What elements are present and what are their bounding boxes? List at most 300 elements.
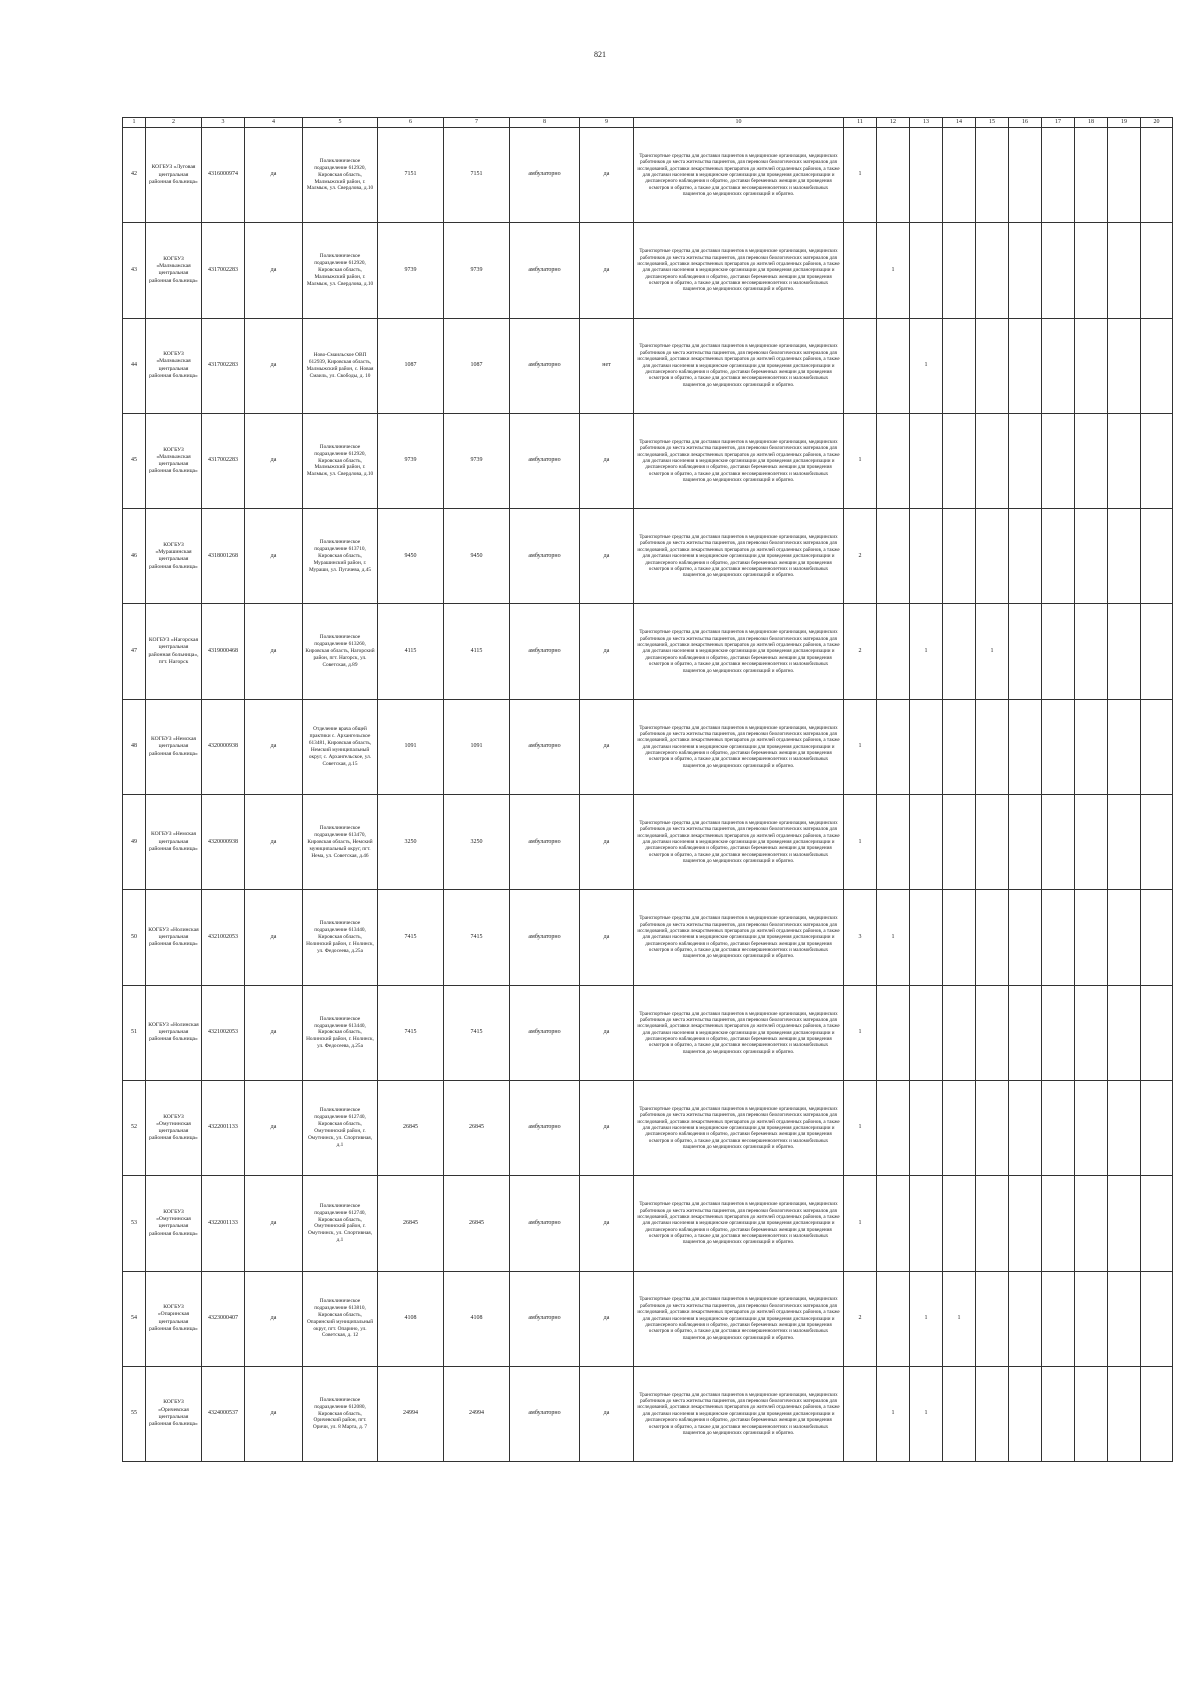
column-number: 8 (510, 118, 580, 128)
count-cell-19 (1108, 604, 1141, 699)
address-cell: Поликлиническое подразделение 613470, Кировская область, Немский муниципальный округ, пгт. Нема, ул. Советская, д.46 (303, 795, 378, 890)
count-cell-17 (1042, 223, 1075, 318)
count-cell-15 (976, 1271, 1009, 1366)
table-row (123, 699, 1173, 794)
count-cell-12 (877, 413, 910, 508)
count-cell-15 (976, 413, 1009, 508)
value-cell-9: да (580, 1080, 634, 1175)
transport-description: Транспортные средства для доставки пациентов в медицинские организации, медицинских работников до места жительства пациентов, для перевозки биологических материалов для исследований, доставки лекарственных препаратов до жителей отдаленных районов, а также для доставки населения в медицинские организации для проведения диспансеризации и диспансерного наблюдения и обратно, доставки беременных женщин для проведения осмотров и обратно, а также для доставки несовершеннолетних и маломобильных пациентов до медицинских организаций и обратно. (634, 795, 844, 890)
count-cell-17 (1042, 1366, 1075, 1461)
flag-cell: да (245, 1080, 303, 1175)
count-cell-19 (1108, 985, 1141, 1080)
value-cell-7: 26845 (444, 1176, 510, 1271)
count-cell-17 (1042, 413, 1075, 508)
column-number: 12 (877, 118, 910, 128)
count-cell-15 (976, 985, 1009, 1080)
row-number: 54 (123, 1271, 146, 1366)
value-cell-9: да (580, 413, 634, 508)
count-cell-19 (1108, 795, 1141, 890)
row-number: 48 (123, 699, 146, 794)
count-cell-17 (1042, 1271, 1075, 1366)
page-number: 821 (594, 50, 606, 59)
count-cell-12 (877, 128, 910, 223)
table-row (123, 318, 1173, 413)
row-number: 45 (123, 413, 146, 508)
column-number: 16 (1009, 118, 1042, 128)
count-cell-20 (1141, 1080, 1173, 1175)
count-cell-14 (943, 223, 976, 318)
count-cell-12 (877, 985, 910, 1080)
table-row (123, 985, 1173, 1080)
count-cell-19 (1108, 699, 1141, 794)
count-cell-13 (910, 890, 943, 985)
care-mode-cell: амбулаторно (510, 509, 580, 604)
value-cell-6: 9450 (378, 509, 444, 604)
table-row (123, 1366, 1173, 1461)
row-number: 50 (123, 890, 146, 985)
count-cell-15 (976, 1366, 1009, 1461)
value-cell-9: да (580, 1176, 634, 1271)
count-cell-13 (910, 1176, 943, 1271)
value-cell-9: да (580, 128, 634, 223)
value-cell-7: 7415 (444, 985, 510, 1080)
count-cell-14 (943, 604, 976, 699)
count-cell-14 (943, 890, 976, 985)
count-cell-19 (1108, 509, 1141, 604)
count-cell-16 (1009, 1366, 1042, 1461)
organization-name: КОГБУЗ «Нолинская центральная районная больница» (146, 985, 202, 1080)
count-cell-17 (1042, 509, 1075, 604)
care-mode-cell: амбулаторно (510, 1271, 580, 1366)
column-number: 17 (1042, 118, 1075, 128)
value-cell-7: 24994 (444, 1366, 510, 1461)
inn-cell: 4317002283 (202, 223, 245, 318)
care-mode-cell: амбулаторно (510, 795, 580, 890)
table-row (123, 1271, 1173, 1366)
transport-description: Транспортные средства для доставки пациентов в медицинские организации, медицинских работников до места жительства пациентов, для перевозки биологических материалов для исследований, доставки лекарственных препаратов до жителей отдаленных районов, а также для доставки населения в медицинские организации для проведения диспансеризации и диспансерного наблюдения и обратно, доставки беременных женщин для проведения осмотров и обратно, а также для доставки несовершеннолетних и маломобильных пациентов до медицинских организаций и обратно. (634, 604, 844, 699)
count-cell-14 (943, 795, 976, 890)
transport-table (122, 117, 1173, 1462)
transport-description: Транспортные средства для доставки пациентов в медицинские организации, медицинских работников до места жительства пациентов, для перевозки биологических материалов для исследований, доставки лекарственных препаратов до жителей отдаленных районов, а также для доставки населения в медицинские организации для проведения диспансеризации и диспансерного наблюдения и обратно, доставки беременных женщин для проведения осмотров и обратно, а также для доставки несовершеннолетних и маломобильных пациентов до медицинских организаций и обратно. (634, 1080, 844, 1175)
count-cell-19 (1108, 128, 1141, 223)
transport-description: Транспортные средства для доставки пациентов в медицинские организации, медицинских работников до места жительства пациентов, для перевозки биологических материалов для исследований, доставки лекарственных препаратов до жителей отдаленных районов, а также для доставки населения в медицинские организации для проведения диспансеризации и диспансерного наблюдения и обратно, доставки беременных женщин для проведения осмотров и обратно, а также для доставки несовершеннолетних и маломобильных пациентов до медицинских организаций и обратно. (634, 985, 844, 1080)
transport-description: Транспортные средства для доставки пациентов в медицинские организации, медицинских работников до места жительства пациентов, для перевозки биологических материалов для исследований, доставки лекарственных препаратов до жителей отдаленных районов, а также для доставки населения в медицинские организации для проведения диспансеризации и диспансерного наблюдения и обратно, доставки беременных женщин для проведения осмотров и обратно, а также для доставки несовершеннолетних и маломобильных пациентов до медицинских организаций и обратно. (634, 318, 844, 413)
count-cell-17 (1042, 1176, 1075, 1271)
value-cell-7: 9450 (444, 509, 510, 604)
count-cell-15 (976, 699, 1009, 794)
care-mode-cell: амбулаторно (510, 223, 580, 318)
care-mode-cell: амбулаторно (510, 890, 580, 985)
count-cell-13 (910, 128, 943, 223)
count-cell-18 (1075, 223, 1108, 318)
count-cell-15 (976, 318, 1009, 413)
value-cell-7: 26845 (444, 1080, 510, 1175)
count-cell-16 (1009, 1080, 1042, 1175)
count-cell-18 (1075, 890, 1108, 985)
value-cell-9: да (580, 795, 634, 890)
count-cell-15 (976, 1080, 1009, 1175)
count-cell-11 (844, 223, 877, 318)
count-cell-18 (1075, 604, 1108, 699)
table-row (123, 890, 1173, 985)
count-cell-11 (844, 318, 877, 413)
inn-cell: 4322001133 (202, 1176, 245, 1271)
count-cell-15 (976, 509, 1009, 604)
transport-description: Транспортные средства для доставки пациентов в медицинские организации, медицинских работников до места жительства пациентов, для перевозки биологических материалов для исследований, доставки лекарственных препаратов до жителей отдаленных районов, а также для доставки населения в медицинские организации для проведения диспансеризации и диспансерного наблюдения и обратно, доставки беременных женщин для проведения осмотров и обратно, а также для доставки несовершеннолетних и маломобильных пациентов до медицинских организаций и обратно. (634, 509, 844, 604)
column-number: 4 (245, 118, 303, 128)
value-cell-6: 9739 (378, 413, 444, 508)
address-cell: Поликлиническое подразделение 612920, Кировская область, Малмыжский район, г. Малмыж, ул. Свердлова, д.10 (303, 223, 378, 318)
address-cell: Поликлиническое подразделение 613440, Кировская область, Нолинский район, г. Нолинск, ул. Федосеева, д.25а (303, 890, 378, 985)
value-cell-9: да (580, 985, 634, 1080)
row-number: 42 (123, 128, 146, 223)
table-row (123, 413, 1173, 508)
count-cell-16 (1009, 223, 1042, 318)
transport-description: Транспортные средства для доставки пациентов в медицинские организации, медицинских работников до места жительства пациентов, для перевозки биологических материалов для исследований, доставки лекарственных препаратов до жителей отдаленных районов, а также для доставки населения в медицинские организации для проведения диспансеризации и диспансерного наблюдения и обратно, доставки беременных женщин для проведения осмотров и обратно, а также для доставки несовершеннолетних и маломобильных пациентов до медицинских организаций и обратно. (634, 1176, 844, 1271)
count-cell-19 (1108, 1271, 1141, 1366)
flag-cell: да (245, 509, 303, 604)
count-cell-20 (1141, 985, 1173, 1080)
value-cell-6: 4115 (378, 604, 444, 699)
count-cell-12 (877, 509, 910, 604)
value-cell-9: да (580, 699, 634, 794)
column-number: 11 (844, 118, 877, 128)
count-cell-13 (910, 509, 943, 604)
count-cell-11: 2 (844, 509, 877, 604)
count-cell-13: 1 (910, 318, 943, 413)
inn-cell: 4320000938 (202, 699, 245, 794)
count-cell-18 (1075, 318, 1108, 413)
count-cell-12 (877, 699, 910, 794)
count-cell-11: 1 (844, 128, 877, 223)
flag-cell: да (245, 604, 303, 699)
count-cell-11: 1 (844, 795, 877, 890)
count-cell-19 (1108, 1366, 1141, 1461)
count-cell-11: 1 (844, 413, 877, 508)
count-cell-17 (1042, 318, 1075, 413)
value-cell-7: 7415 (444, 890, 510, 985)
organization-name: КОГБУЗ «Опаринская центральная районная больница» (146, 1271, 202, 1366)
table-row (123, 128, 1173, 223)
count-cell-12 (877, 1176, 910, 1271)
count-cell-18 (1075, 795, 1108, 890)
value-cell-9: да (580, 1271, 634, 1366)
inn-cell: 4317002283 (202, 318, 245, 413)
value-cell-6: 1091 (378, 699, 444, 794)
count-cell-15: 1 (976, 604, 1009, 699)
count-cell-15 (976, 1176, 1009, 1271)
column-number: 6 (378, 118, 444, 128)
count-cell-11: 2 (844, 1271, 877, 1366)
value-cell-7: 4115 (444, 604, 510, 699)
column-number: 18 (1075, 118, 1108, 128)
inn-cell: 4321002053 (202, 985, 245, 1080)
care-mode-cell: амбулаторно (510, 1080, 580, 1175)
table-row (123, 1176, 1173, 1271)
address-cell: Отделение врача общей практики с. Архангельское 613481, Кировская область, Немский муниципальный округ, с. Архангельское, ул. Советская, д.15 (303, 699, 378, 794)
count-cell-18 (1075, 985, 1108, 1080)
count-cell-11: 3 (844, 890, 877, 985)
value-cell-7: 4108 (444, 1271, 510, 1366)
count-cell-12: 1 (877, 890, 910, 985)
transport-description: Транспортные средства для доставки пациентов в медицинские организации, медицинских работников до места жительства пациентов, для перевозки биологических материалов для исследований, доставки лекарственных препаратов до жителей отдаленных районов, а также для доставки населения в медицинские организации для проведения диспансеризации и диспансерного наблюдения и обратно, доставки беременных женщин для проведения осмотров и обратно, а также для доставки несовершеннолетних и маломобильных пациентов до медицинских организаций и обратно. (634, 223, 844, 318)
value-cell-9: да (580, 604, 634, 699)
flag-cell: да (245, 1271, 303, 1366)
value-cell-9: да (580, 890, 634, 985)
count-cell-20 (1141, 1366, 1173, 1461)
organization-name: КОГБУЗ «Луговая центральная районная больница» (146, 128, 202, 223)
value-cell-9: да (580, 509, 634, 604)
column-number-row (123, 118, 1173, 128)
flag-cell: да (245, 223, 303, 318)
inn-cell: 4317002283 (202, 413, 245, 508)
flag-cell: да (245, 699, 303, 794)
address-cell: Поликлиническое подразделение 612740, Кировская область, Омутнинский район, г. Омутнинск, ул. Спортивная, д.1 (303, 1176, 378, 1271)
transport-description: Транспортные средства для доставки пациентов в медицинские организации, медицинских работников до места жительства пациентов, для перевозки биологических материалов для исследований, доставки лекарственных препаратов до жителей отдаленных районов, а также для доставки населения в медицинские организации для проведения диспансеризации и диспансерного наблюдения и обратно, доставки беременных женщин для проведения осмотров и обратно, а также для доставки несовершеннолетних и маломобильных пациентов до медицинских организаций и обратно. (634, 128, 844, 223)
value-cell-6: 26845 (378, 1080, 444, 1175)
value-cell-7: 1091 (444, 699, 510, 794)
count-cell-14 (943, 128, 976, 223)
count-cell-17 (1042, 1080, 1075, 1175)
care-mode-cell: амбулаторно (510, 413, 580, 508)
count-cell-18 (1075, 1080, 1108, 1175)
count-cell-17 (1042, 128, 1075, 223)
column-number: 15 (976, 118, 1009, 128)
count-cell-13 (910, 223, 943, 318)
organization-name: КОГБУЗ «Нолинская центральная районная больница» (146, 890, 202, 985)
value-cell-7: 9739 (444, 223, 510, 318)
flag-cell: да (245, 795, 303, 890)
count-cell-16 (1009, 985, 1042, 1080)
flag-cell: да (245, 1176, 303, 1271)
count-cell-20 (1141, 223, 1173, 318)
count-cell-20 (1141, 1176, 1173, 1271)
organization-name: КОГБУЗ «Нагорская центральная районная больница», пгт. Нагорск (146, 604, 202, 699)
flag-cell: да (245, 318, 303, 413)
transport-description: Транспортные средства для доставки пациентов в медицинские организации, медицинских работников до места жительства пациентов, для перевозки биологических материалов для исследований, доставки лекарственных препаратов до жителей отдаленных районов, а также для доставки населения в медицинские организации для проведения диспансеризации и диспансерного наблюдения и обратно, доставки беременных женщин для проведения осмотров и обратно, а также для доставки несовершеннолетних и маломобильных пациентов до медицинских организаций и обратно. (634, 1366, 844, 1461)
count-cell-12 (877, 795, 910, 890)
flag-cell: да (245, 1366, 303, 1461)
column-number: 19 (1108, 118, 1141, 128)
count-cell-13 (910, 1080, 943, 1175)
count-cell-18 (1075, 1271, 1108, 1366)
count-cell-11 (844, 1366, 877, 1461)
address-cell: Поликлиническое подразделение 613440, Кировская область, Нолинский район, г. Нолинск, ул. Федосеева, д.25а (303, 985, 378, 1080)
organization-name: КОГБУЗ «Малмыжская центральная районная больница» (146, 223, 202, 318)
count-cell-12 (877, 318, 910, 413)
count-cell-16 (1009, 1176, 1042, 1271)
column-number: 7 (444, 118, 510, 128)
value-cell-7: 9739 (444, 413, 510, 508)
column-number: 5 (303, 118, 378, 128)
value-cell-6: 7151 (378, 128, 444, 223)
flag-cell: да (245, 413, 303, 508)
transport-description: Транспортные средства для доставки пациентов в медицинские организации, медицинских работников до места жительства пациентов, для перевозки биологических материалов для исследований, доставки лекарственных препаратов до жителей отдаленных районов, а также для доставки населения в медицинские организации для проведения диспансеризации и диспансерного наблюдения и обратно, доставки беременных женщин для проведения осмотров и обратно, а также для доставки несовершеннолетних и маломобильных пациентов до медицинских организаций и обратно. (634, 890, 844, 985)
value-cell-6: 4108 (378, 1271, 444, 1366)
row-number: 53 (123, 1176, 146, 1271)
transport-description: Транспортные средства для доставки пациентов в медицинские организации, медицинских работников до места жительства пациентов, для перевозки биологических материалов для исследований, доставки лекарственных препаратов до жителей отдаленных районов, а также для доставки населения в медицинские организации для проведения диспансеризации и диспансерного наблюдения и обратно, доставки беременных женщин для проведения осмотров и обратно, а также для доставки несовершеннолетних и маломобильных пациентов до медицинских организаций и обратно. (634, 413, 844, 508)
organization-name: КОГБУЗ «Омутнинская центральная районная больница» (146, 1176, 202, 1271)
value-cell-6: 1087 (378, 318, 444, 413)
count-cell-14 (943, 699, 976, 794)
count-cell-13: 1 (910, 1271, 943, 1366)
address-cell: Поликлиническое подразделение 613810, Кировская область, Опаринский муниципальный округ, пгт. Опарино, ул. Советская, д. 12 (303, 1271, 378, 1366)
count-cell-20 (1141, 604, 1173, 699)
count-cell-20 (1141, 890, 1173, 985)
count-cell-14 (943, 509, 976, 604)
row-number: 52 (123, 1080, 146, 1175)
count-cell-15 (976, 223, 1009, 318)
count-cell-20 (1141, 318, 1173, 413)
address-cell: Поликлиническое подразделение 613260, Кировская область, Нагорский район, пгт. Нагорск, ул. Советская, д.89 (303, 604, 378, 699)
row-number: 55 (123, 1366, 146, 1461)
table-body (123, 128, 1173, 1462)
value-cell-7: 7151 (444, 128, 510, 223)
inn-cell: 4324000537 (202, 1366, 245, 1461)
organization-name: КОГБУЗ «Оричевская центральная районная больница» (146, 1366, 202, 1461)
value-cell-6: 7415 (378, 890, 444, 985)
transport-description: Транспортные средства для доставки пациентов в медицинские организации, медицинских работников до места жительства пациентов, для перевозки биологических материалов для исследований, доставки лекарственных препаратов до жителей отдаленных районов, а также для доставки населения в медицинские организации для проведения диспансеризации и диспансерного наблюдения и обратно, доставки беременных женщин для проведения осмотров и обратно, а также для доставки несовершеннолетних и маломобильных пациентов до медицинских организаций и обратно. (634, 699, 844, 794)
value-cell-7: 1087 (444, 318, 510, 413)
column-number: 1 (123, 118, 146, 128)
flag-cell: да (245, 128, 303, 223)
value-cell-6: 26845 (378, 1176, 444, 1271)
count-cell-18 (1075, 128, 1108, 223)
organization-name: КОГБУЗ «Малмыжская центральная районная больница» (146, 413, 202, 508)
row-number: 44 (123, 318, 146, 413)
column-number: 9 (580, 118, 634, 128)
count-cell-13: 1 (910, 604, 943, 699)
count-cell-14 (943, 1366, 976, 1461)
count-cell-17 (1042, 985, 1075, 1080)
count-cell-14 (943, 985, 976, 1080)
inn-cell: 4319000468 (202, 604, 245, 699)
count-cell-16 (1009, 795, 1042, 890)
row-number: 47 (123, 604, 146, 699)
table-row (123, 509, 1173, 604)
count-cell-13: 1 (910, 1366, 943, 1461)
count-cell-19 (1108, 223, 1141, 318)
column-number: 13 (910, 118, 943, 128)
count-cell-16 (1009, 413, 1042, 508)
count-cell-13 (910, 699, 943, 794)
organization-name: КОГБУЗ «Омутнинская центральная районная больница» (146, 1080, 202, 1175)
care-mode-cell: амбулаторно (510, 318, 580, 413)
value-cell-9: нет (580, 318, 634, 413)
care-mode-cell: амбулаторно (510, 604, 580, 699)
count-cell-11: 1 (844, 1080, 877, 1175)
count-cell-17 (1042, 795, 1075, 890)
count-cell-13 (910, 795, 943, 890)
care-mode-cell: амбулаторно (510, 1366, 580, 1461)
inn-cell: 4318001268 (202, 509, 245, 604)
count-cell-18 (1075, 699, 1108, 794)
count-cell-19 (1108, 1176, 1141, 1271)
count-cell-19 (1108, 318, 1141, 413)
organization-name: КОГБУЗ «Малмыжская центральная районная больница» (146, 318, 202, 413)
count-cell-12 (877, 604, 910, 699)
table-row (123, 604, 1173, 699)
organization-name: КОГБУЗ «Немская центральная районная больница» (146, 699, 202, 794)
count-cell-17 (1042, 604, 1075, 699)
count-cell-20 (1141, 1271, 1173, 1366)
column-number: 14 (943, 118, 976, 128)
value-cell-6: 9739 (378, 223, 444, 318)
count-cell-18 (1075, 1176, 1108, 1271)
count-cell-12: 1 (877, 1366, 910, 1461)
flag-cell: да (245, 890, 303, 985)
count-cell-14 (943, 318, 976, 413)
count-cell-19 (1108, 413, 1141, 508)
count-cell-16 (1009, 699, 1042, 794)
count-cell-12 (877, 1271, 910, 1366)
count-cell-13 (910, 413, 943, 508)
column-number: 3 (202, 118, 245, 128)
table-row (123, 223, 1173, 318)
count-cell-14 (943, 1176, 976, 1271)
address-cell: Поликлиническое подразделение 612740, Кировская область, Омутнинский район, г. Омутнинск, ул. Спортивная, д.1 (303, 1080, 378, 1175)
value-cell-6: 24994 (378, 1366, 444, 1461)
count-cell-18 (1075, 1366, 1108, 1461)
inn-cell: 4320000938 (202, 795, 245, 890)
count-cell-16 (1009, 318, 1042, 413)
count-cell-19 (1108, 1080, 1141, 1175)
table-row (123, 1080, 1173, 1175)
count-cell-16 (1009, 604, 1042, 699)
address-cell: Поликлиническое подразделение 612920, Кировская область, Малмыжский район, г. Малмыж, ул. Свердлова, д.10 (303, 128, 378, 223)
count-cell-18 (1075, 509, 1108, 604)
row-number: 51 (123, 985, 146, 1080)
value-cell-6: 7415 (378, 985, 444, 1080)
care-mode-cell: амбулаторно (510, 985, 580, 1080)
count-cell-17 (1042, 699, 1075, 794)
address-cell: Поликлиническое подразделение 612080, Кировская область, Оричевский район, пгт. Оричи, ул. 8 Марта, д. 7 (303, 1366, 378, 1461)
care-mode-cell: амбулаторно (510, 699, 580, 794)
column-number: 20 (1141, 118, 1173, 128)
count-cell-14 (943, 413, 976, 508)
transport-description: Транспортные средства для доставки пациентов в медицинские организации, медицинских работников до места жительства пациентов, для перевозки биологических материалов для исследований, доставки лекарственных препаратов до жителей отдаленных районов, а также для доставки населения в медицинские организации для проведения диспансеризации и диспансерного наблюдения и обратно, доставки беременных женщин для проведения осмотров и обратно, а также для доставки несовершеннолетних и маломобильных пациентов до медицинских организаций и обратно. (634, 1271, 844, 1366)
column-number: 2 (146, 118, 202, 128)
value-cell-9: да (580, 1366, 634, 1461)
organization-name: КОГБУЗ «Мурашинская центральная районная больница» (146, 509, 202, 604)
count-cell-17 (1042, 890, 1075, 985)
column-number: 10 (634, 118, 844, 128)
count-cell-11: 1 (844, 985, 877, 1080)
count-cell-13 (910, 985, 943, 1080)
count-cell-16 (1009, 890, 1042, 985)
count-cell-16 (1009, 128, 1042, 223)
count-cell-20 (1141, 128, 1173, 223)
row-number: 49 (123, 795, 146, 890)
count-cell-11: 1 (844, 1176, 877, 1271)
count-cell-20 (1141, 795, 1173, 890)
address-cell: Поликлиническое подразделение 613710, Кировская область, Мурашинский район, г. Мураши, ул. Пугачева, д.45 (303, 509, 378, 604)
count-cell-19 (1108, 890, 1141, 985)
flag-cell: да (245, 985, 303, 1080)
count-cell-15 (976, 795, 1009, 890)
care-mode-cell: амбулаторно (510, 1176, 580, 1271)
address-cell: Ново-Смаильское ОВП 612939, Кировская область, Малмыжский район, с. Новая Смаиль, ул. Свободы, д. 10 (303, 318, 378, 413)
count-cell-20 (1141, 509, 1173, 604)
count-cell-20 (1141, 413, 1173, 508)
count-cell-16 (1009, 509, 1042, 604)
count-cell-11: 1 (844, 699, 877, 794)
care-mode-cell: амбулаторно (510, 128, 580, 223)
count-cell-14 (943, 1080, 976, 1175)
count-cell-14: 1 (943, 1271, 976, 1366)
value-cell-6: 3250 (378, 795, 444, 890)
table-row (123, 795, 1173, 890)
